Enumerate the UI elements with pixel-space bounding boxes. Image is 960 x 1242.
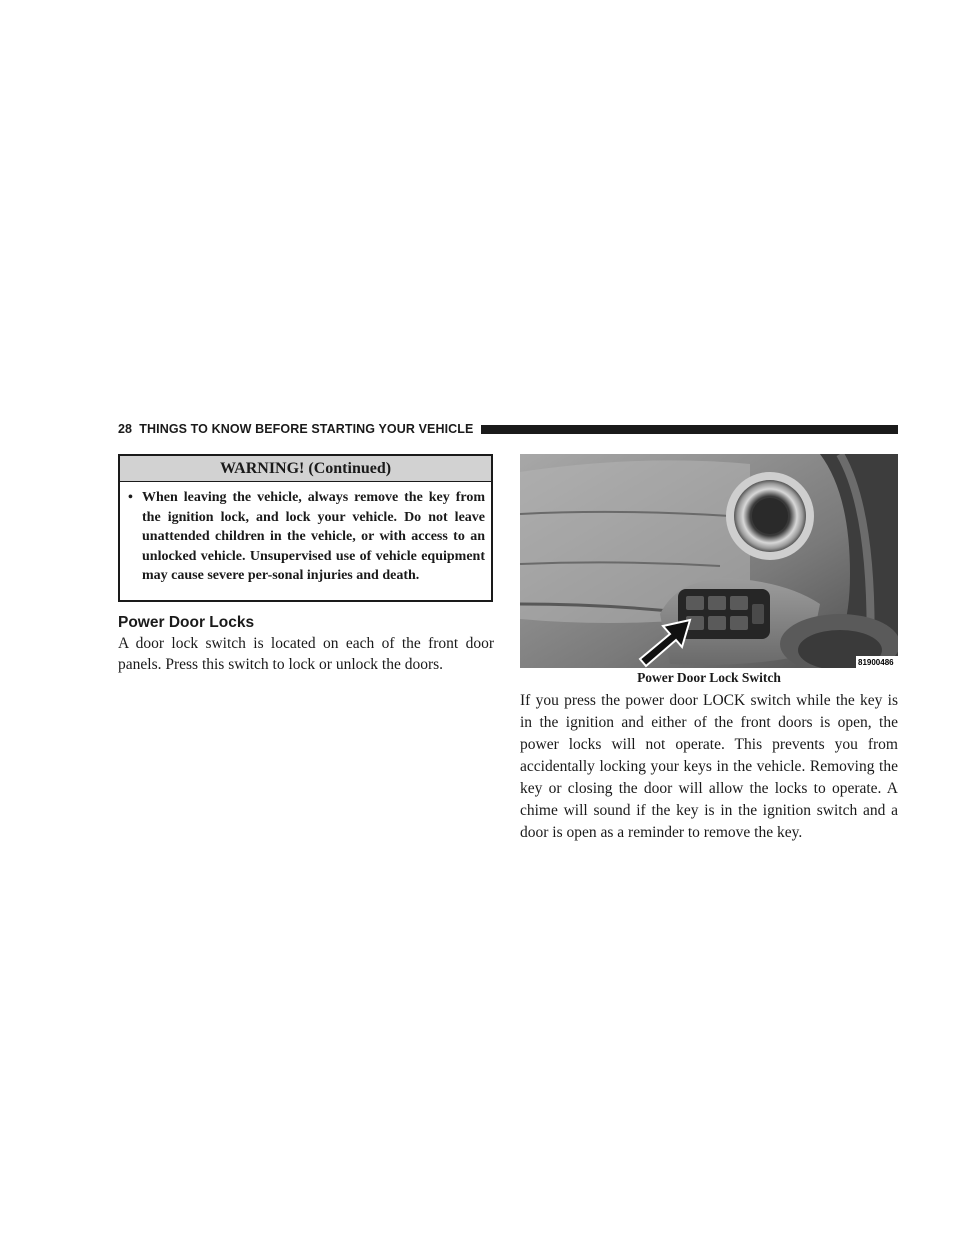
warning-box [118, 454, 493, 602]
lock-paragraph: If you press the power door LOCK switch while the key is in the ignition and either of the front doors is open, the power locks will not operate. This prevents you from accidentally locking your keys in the vehicle. Removing the key or closing the door will allow the locks to operate. A chime will sound if the key is in the ignition switch and a door is open as a reminder to remove the key. [520, 692, 898, 841]
door-panel-photo [520, 454, 898, 668]
warning-body [120, 482, 491, 586]
running-title: THINGS TO KNOW BEFORE STARTING YOUR VEHICLE [139, 422, 474, 436]
page-header-text [118, 422, 473, 436]
running-header [118, 420, 898, 438]
warning-text: When leaving the vehicle, always remove the key from the ignition lock, and lock your vehicle. Do not leave unattended children in the vehicle, or with access to an unlocked vehicle. Unsupervised use of vehicle equipment may cause severe per-sonal injuries and death. [142, 490, 485, 583]
section-title: Power Door Locks [118, 614, 255, 631]
header-rule [481, 425, 898, 434]
page-number: 28 [118, 422, 133, 436]
warning-title: WARNING! (Continued) [120, 456, 491, 482]
figure-code: 81900486 [858, 658, 894, 667]
bullet-icon: • [128, 490, 133, 505]
section-paragraph: A door lock switch is located on each of the front door panels. Press this switch to lock or unlock the doors. [118, 635, 494, 673]
figure-caption: Power Door Lock Switch [637, 670, 781, 685]
door-panel-illustration [520, 454, 898, 668]
